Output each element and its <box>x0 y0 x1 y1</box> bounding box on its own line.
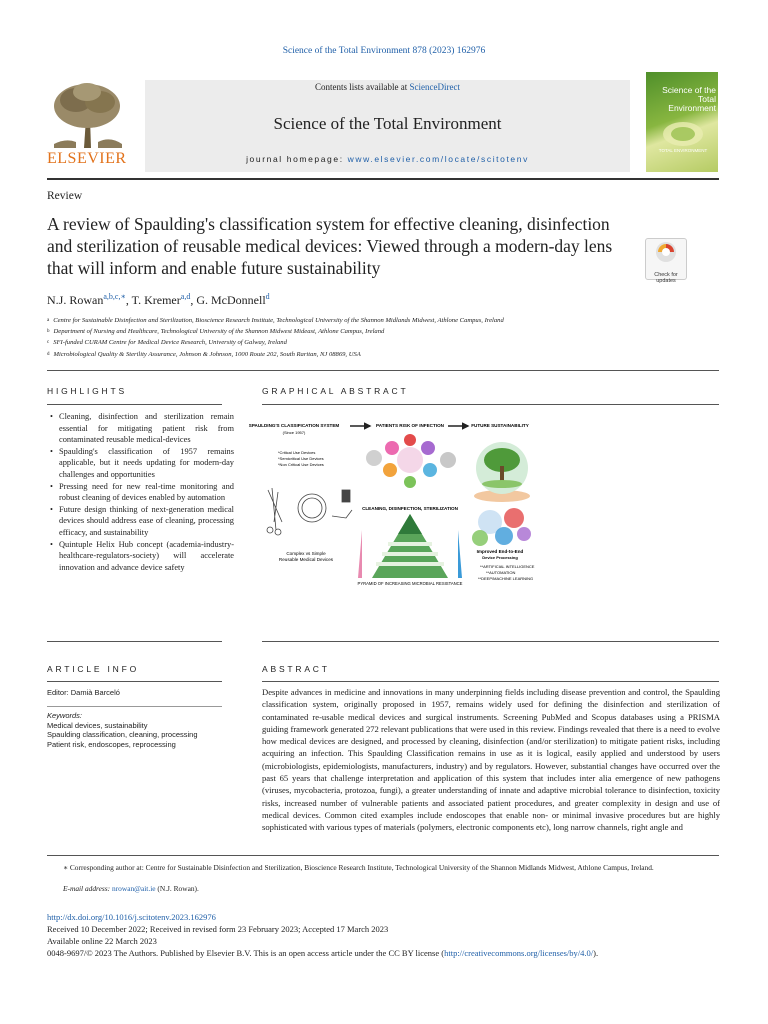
highlight-item: • Pressing need for new real-time monitoring and robust cleaning of devices enabled by automation <box>59 481 234 504</box>
received-dates: Received 10 December 2022; Received in revised form 23 February 2023; Accepted 17 March 2023 <box>47 924 389 934</box>
article-title: A review of Spaulding's classification system for effective cleaning, disinfection and sterilization of reusable medical devices: Viewed through a modern-day lens that will inform and enable future sustainability <box>47 214 613 278</box>
affiliation-item: $^a$ Centre for Sustainable Disinfection and Sterilization, Bioscience Research Institute, Technological University of the Shannon Midlands Midwest, Athlone Campus, Ireland <box>47 317 504 324</box>
ga-panel1-title: SPAULDING'S CLASSIFICATION SYSTEM <box>248 423 340 428</box>
ga-panel1-since: (Since 1957) <box>282 430 306 435</box>
footnote-rule <box>47 855 719 856</box>
ga-panel3-caption: Device Processing <box>482 555 518 560</box>
section-rule <box>47 370 719 371</box>
abstract-rule <box>262 681 719 682</box>
article-type: Review <box>47 190 83 202</box>
highlights-list <box>47 411 234 573</box>
author-name[interactable]: , T. Kremer <box>125 293 181 307</box>
affiliation-item: $^b$ Department of Nursing and Healthcare, Technological University of the Shannon Midwest Mideast, Athlone Campus, Ireland <box>47 328 385 336</box>
highlight-item: • Spaulding's classification of 1957 remains applicable, but it needs updating for modern-day challenges and opportunities <box>59 446 234 481</box>
authors-line <box>47 292 270 308</box>
header-rule <box>47 178 719 180</box>
ga-panel1-item: *Critical Use Devices <box>278 450 316 455</box>
check-for-updates-badge[interactable] <box>645 238 687 284</box>
article-info-rule <box>47 681 222 682</box>
corresponding-author-footnote: ∗ Corresponding author at: Centre for Sustainable Disinfection and Sterilization, Bioscience Research Institute, Technological University of the Shannon Midlands Midwest, Athlone Campus, Ireland. <box>63 863 654 872</box>
article-info-heading: ARTICLE INFO <box>47 664 140 674</box>
ga-panel3-item: **ARTIFICIAL INTELLIGENCE <box>480 564 535 569</box>
sciencedirect-link[interactable]: ScienceDirect <box>409 82 460 92</box>
sustainability-tree-globe-graphic <box>474 442 530 502</box>
license-link[interactable]: http://creativecommons.org/licenses/by/4.0/ <box>444 948 594 958</box>
journal-cover-subtitle: TOTAL ENVIRONMENT <box>658 148 708 153</box>
affiliations-list <box>47 315 727 360</box>
contents-available-line: Contents lists available at ScienceDirect <box>315 82 460 92</box>
author-name[interactable]: , G. McDonnell <box>190 293 266 307</box>
journal-title: Science of the Total Environment <box>273 114 502 133</box>
check-for-updates-label: Check for updates <box>654 272 678 284</box>
highlights-end-rule <box>47 641 222 642</box>
keywords-block <box>47 711 227 749</box>
graphical-abstract-figure[interactable] <box>248 410 535 586</box>
affiliation-item: $^d$ Microbiological Quality & Sterility Assurance, Johnson & Johnson, 1000 Route 202, South Raritan, NJ 08869, USA <box>47 350 361 358</box>
highlight-item: • Future design thinking of next-generation medical devices should address ease of cleaning, processing efficacy, and sustainability <box>59 504 234 539</box>
highlights-heading: HIGHLIGHTS <box>47 386 127 396</box>
editor-line: Editor: Damià Barceló <box>47 688 120 697</box>
ga-panel2-caption: CLEANING, DISINFECTION, STERILIZATION <box>362 506 458 511</box>
journal-homepage-link[interactable]: www.elsevier.com/locate/scitotenv <box>347 154 529 164</box>
author-affiliation-marks[interactable]: a,d <box>180 292 191 301</box>
ga-panel3-title: FUTURE SUSTAINABILITY <box>471 423 529 428</box>
abstract-heading: ABSTRACT <box>262 664 330 674</box>
publication-info <box>47 911 727 959</box>
journal-cover-title: Science of the Total Environment <box>662 85 716 113</box>
ga-panel3-item: **DEEP/MACHINE LEARNING <box>478 576 534 581</box>
ga-panel1-caption: Complex vs Simple <box>286 551 326 556</box>
cover-globe-graphic <box>660 120 706 148</box>
check-for-updates-icon <box>646 239 686 267</box>
abstract-body: Despite advances in medicine and innovations in many underpinning fields including disease prevention and control, the Spaulding classification system, originally proposed in 1957, remains widely used for defining the disinfection and sterilization of contaminated re-usable medical devices and surgical instruments. Screening PubMed and Scopus databases using a PRISMA guiding framework generated 272 relevant publications that were used in this review. Findings revealed that there is a need to evolve how medical devices are designed, and processed by cleaning, disinfection (and/or sterilization) to mitigate patient risks, including acquiring an infection. This Spaulding Classification remains in use as it is logical, easily applied and understood by users (microbiologists, epidemiologists, manufacturers, industry) and by regulators. However, substantial changes have occurred over the past 65 years that challenge interpretation and application of this system that includes inter alia emergence of new pathogens (viruses, mycobacteria, protozoa, fungi), a greater understanding of innate and adaptive microbial tolerance to disinfection, toxicity risks, increased number of vulnerable patients and associated patient procedures, and greater complexity in design and use of medical devices. Common cited examples include endoscopes that enable non- or minimal invasive procedures but are highly sophisticated with various types of materials (polymers, electronic components etc), long narrow channels, right angle and <box>262 687 720 833</box>
ga-panel1-caption: Reusable Medical Devices <box>278 557 334 562</box>
author-email-link[interactable]: nrowan@ait.ie <box>112 884 156 893</box>
keyword-item: Medical devices, sustainability <box>47 720 148 730</box>
email-footnote: E-mail address: nrowan@ait.ie (N.J. Rowan). <box>63 884 199 893</box>
author-affiliation-marks[interactable]: d <box>265 292 270 301</box>
journal-homepage-line: journal homepage: www.elsevier.com/locate/scitotenv <box>246 154 529 164</box>
doi-link[interactable]: http://dx.doi.org/10.1016/j.scitotenv.2023.162976 <box>47 912 216 922</box>
ga-panel3-caption: Improved End-to-End <box>476 549 524 554</box>
author-name[interactable]: N.J. Rowan <box>47 293 104 307</box>
article-info-divider <box>47 706 222 707</box>
keywords-label: Keywords: <box>47 711 83 720</box>
license-line: 0048-9697/© 2023 The Authors. Published by Elsevier B.V. This is an open access article under the CC BY license (http://creativecommons.org/licenses/by/4.0/). <box>47 948 599 958</box>
highlight-item: • Quintuple Helix Hub concept (academia-industry-healthcare-regulators-society) will accelerate innovation and advance device safety <box>59 539 234 574</box>
highlights-rule <box>47 404 222 405</box>
available-online-date: Available online 22 March 2023 <box>47 936 157 946</box>
ga-panel2-title: PATIENTS RISK OF INFECTION <box>376 423 444 428</box>
ga-panel2-footer: PYRAMID OF INCREASING MICROBIAL RESISTANCE <box>357 581 463 586</box>
journal-reference-link[interactable]: Science of the Total Environment 878 (2023) 162976 <box>282 46 486 56</box>
ga-panel3-item: **AUTOMATION <box>486 570 516 575</box>
affiliation-item: $^c$ SFI-funded CURAM Centre for Medical Device Research, University of Galway, Ireland <box>47 339 287 347</box>
keyword-item: Patient risk, endoscopes, reprocessing <box>47 739 176 749</box>
ga-panel1-item: *Semicritical Use Devices <box>278 456 324 461</box>
graphical-abstract-end-rule <box>262 641 719 642</box>
keyword-item: Spaulding classification, cleaning, processing <box>47 730 198 740</box>
graphical-abstract-rule <box>262 404 719 405</box>
highlight-item: • Cleaning, disinfection and sterilization remain essential for mitigating patient risk from contaminated reusable medical-devices <box>59 411 234 446</box>
graphical-abstract-heading: GRAPHICAL ABSTRACT <box>262 386 409 396</box>
elsevier-wordmark: ELSEVIER <box>47 150 127 167</box>
author-affiliation-marks[interactable]: a,b,c,∗ <box>103 292 126 301</box>
ga-panel1-item: *Non Critical Use Devices <box>278 462 324 467</box>
